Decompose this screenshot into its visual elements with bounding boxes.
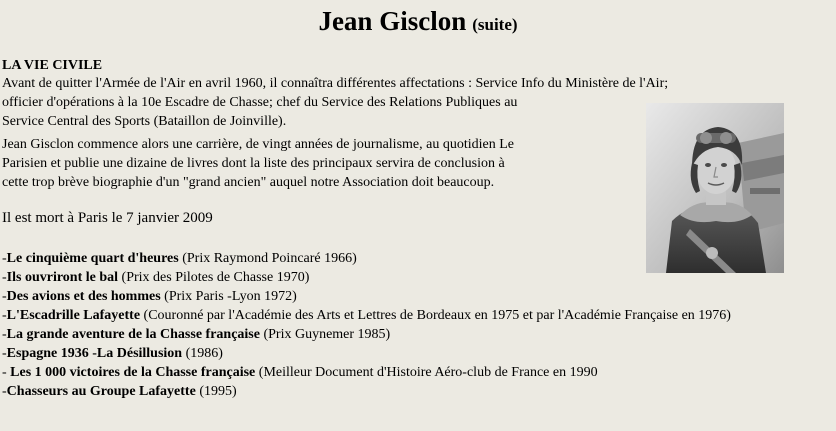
- book-dash: -: [2, 270, 7, 285]
- journalism-line: Jean Gisclon commence alors une carrière, de vingt années de journalisme, au quotidien Le: [2, 137, 514, 152]
- book-dash: -: [2, 251, 7, 266]
- book-title: L'Escadrille Lafayette: [6, 308, 141, 323]
- book-title: La grande aventure de la Chasse française: [6, 327, 260, 342]
- book-title: Le cinquième quart d'heures: [6, 251, 179, 266]
- book-dash: -: [2, 289, 7, 304]
- book-note: (Couronné par l'Académie des Arts et Lettres de Bordeaux en 1975 et par l'Académie Française en 1976): [140, 308, 731, 323]
- book-dash: -: [2, 384, 7, 399]
- book-item: [2, 382, 834, 401]
- book-item: [2, 325, 834, 344]
- book-item: [2, 363, 834, 382]
- career-line: Avant de quitter l'Armée de l'Air en avril 1960, il connaîtra différentes affectations : Service Info du Ministère de l'Air;: [2, 76, 669, 91]
- death-statement: Il est mort à Paris le 7 janvier 2009: [2, 210, 213, 226]
- book-title: Des avions et des hommes: [6, 289, 161, 304]
- book-title: Espagne 1936 -La Désillusion: [6, 346, 183, 361]
- book-note: (Prix Guynemer 1985): [259, 327, 391, 342]
- section-heading: LA VIE CIVILE: [2, 58, 103, 73]
- title-suffix: (suite): [472, 15, 518, 34]
- book-note: (1986): [182, 346, 223, 361]
- book-item: [2, 287, 834, 306]
- journalism-line: Parisien et publie une dizaine de livres dont la liste des principaux servira de conclusion à: [2, 156, 505, 171]
- career-paragraph: [2, 74, 668, 131]
- page-title: [0, 6, 836, 40]
- book-title: Les 1 000 victoires de la Chasse française: [10, 365, 256, 380]
- book-item: [2, 344, 834, 363]
- book-dash: -: [2, 346, 7, 361]
- career-line: officier d'opérations à la 10e Escadre de Chasse; chef du Service des Relations Publiques au: [2, 95, 518, 110]
- book-dash: -: [2, 327, 7, 342]
- book-item: [2, 306, 834, 325]
- portrait-photo-drawing: [646, 103, 784, 273]
- book-note: (Prix des Pilotes de Chasse 1970): [118, 270, 310, 285]
- journalism-paragraph: [2, 135, 514, 192]
- book-note: (Meilleur Document d'Histoire Aéro-club de France en 1990: [255, 365, 598, 380]
- book-dash: -: [2, 365, 11, 380]
- career-line: Service Central des Sports (Bataillon de Joinville).: [2, 114, 287, 129]
- book-title: Chasseurs au Groupe Lafayette: [6, 384, 196, 399]
- book-note: (1995): [195, 384, 237, 399]
- journalism-line: cette trop brève biographie d'un "grand ancien" auquel notre Association doit beaucoup.: [2, 175, 495, 190]
- book-title: Ils ouvriront le bal: [6, 270, 119, 285]
- portrait-photo: [646, 103, 784, 273]
- book-note: (Prix Paris -Lyon 1972): [160, 289, 297, 304]
- title-name: Jean Gisclon: [318, 6, 467, 36]
- book-note: (Prix Raymond Poincaré 1966): [178, 251, 357, 266]
- book-dash: -: [2, 308, 7, 323]
